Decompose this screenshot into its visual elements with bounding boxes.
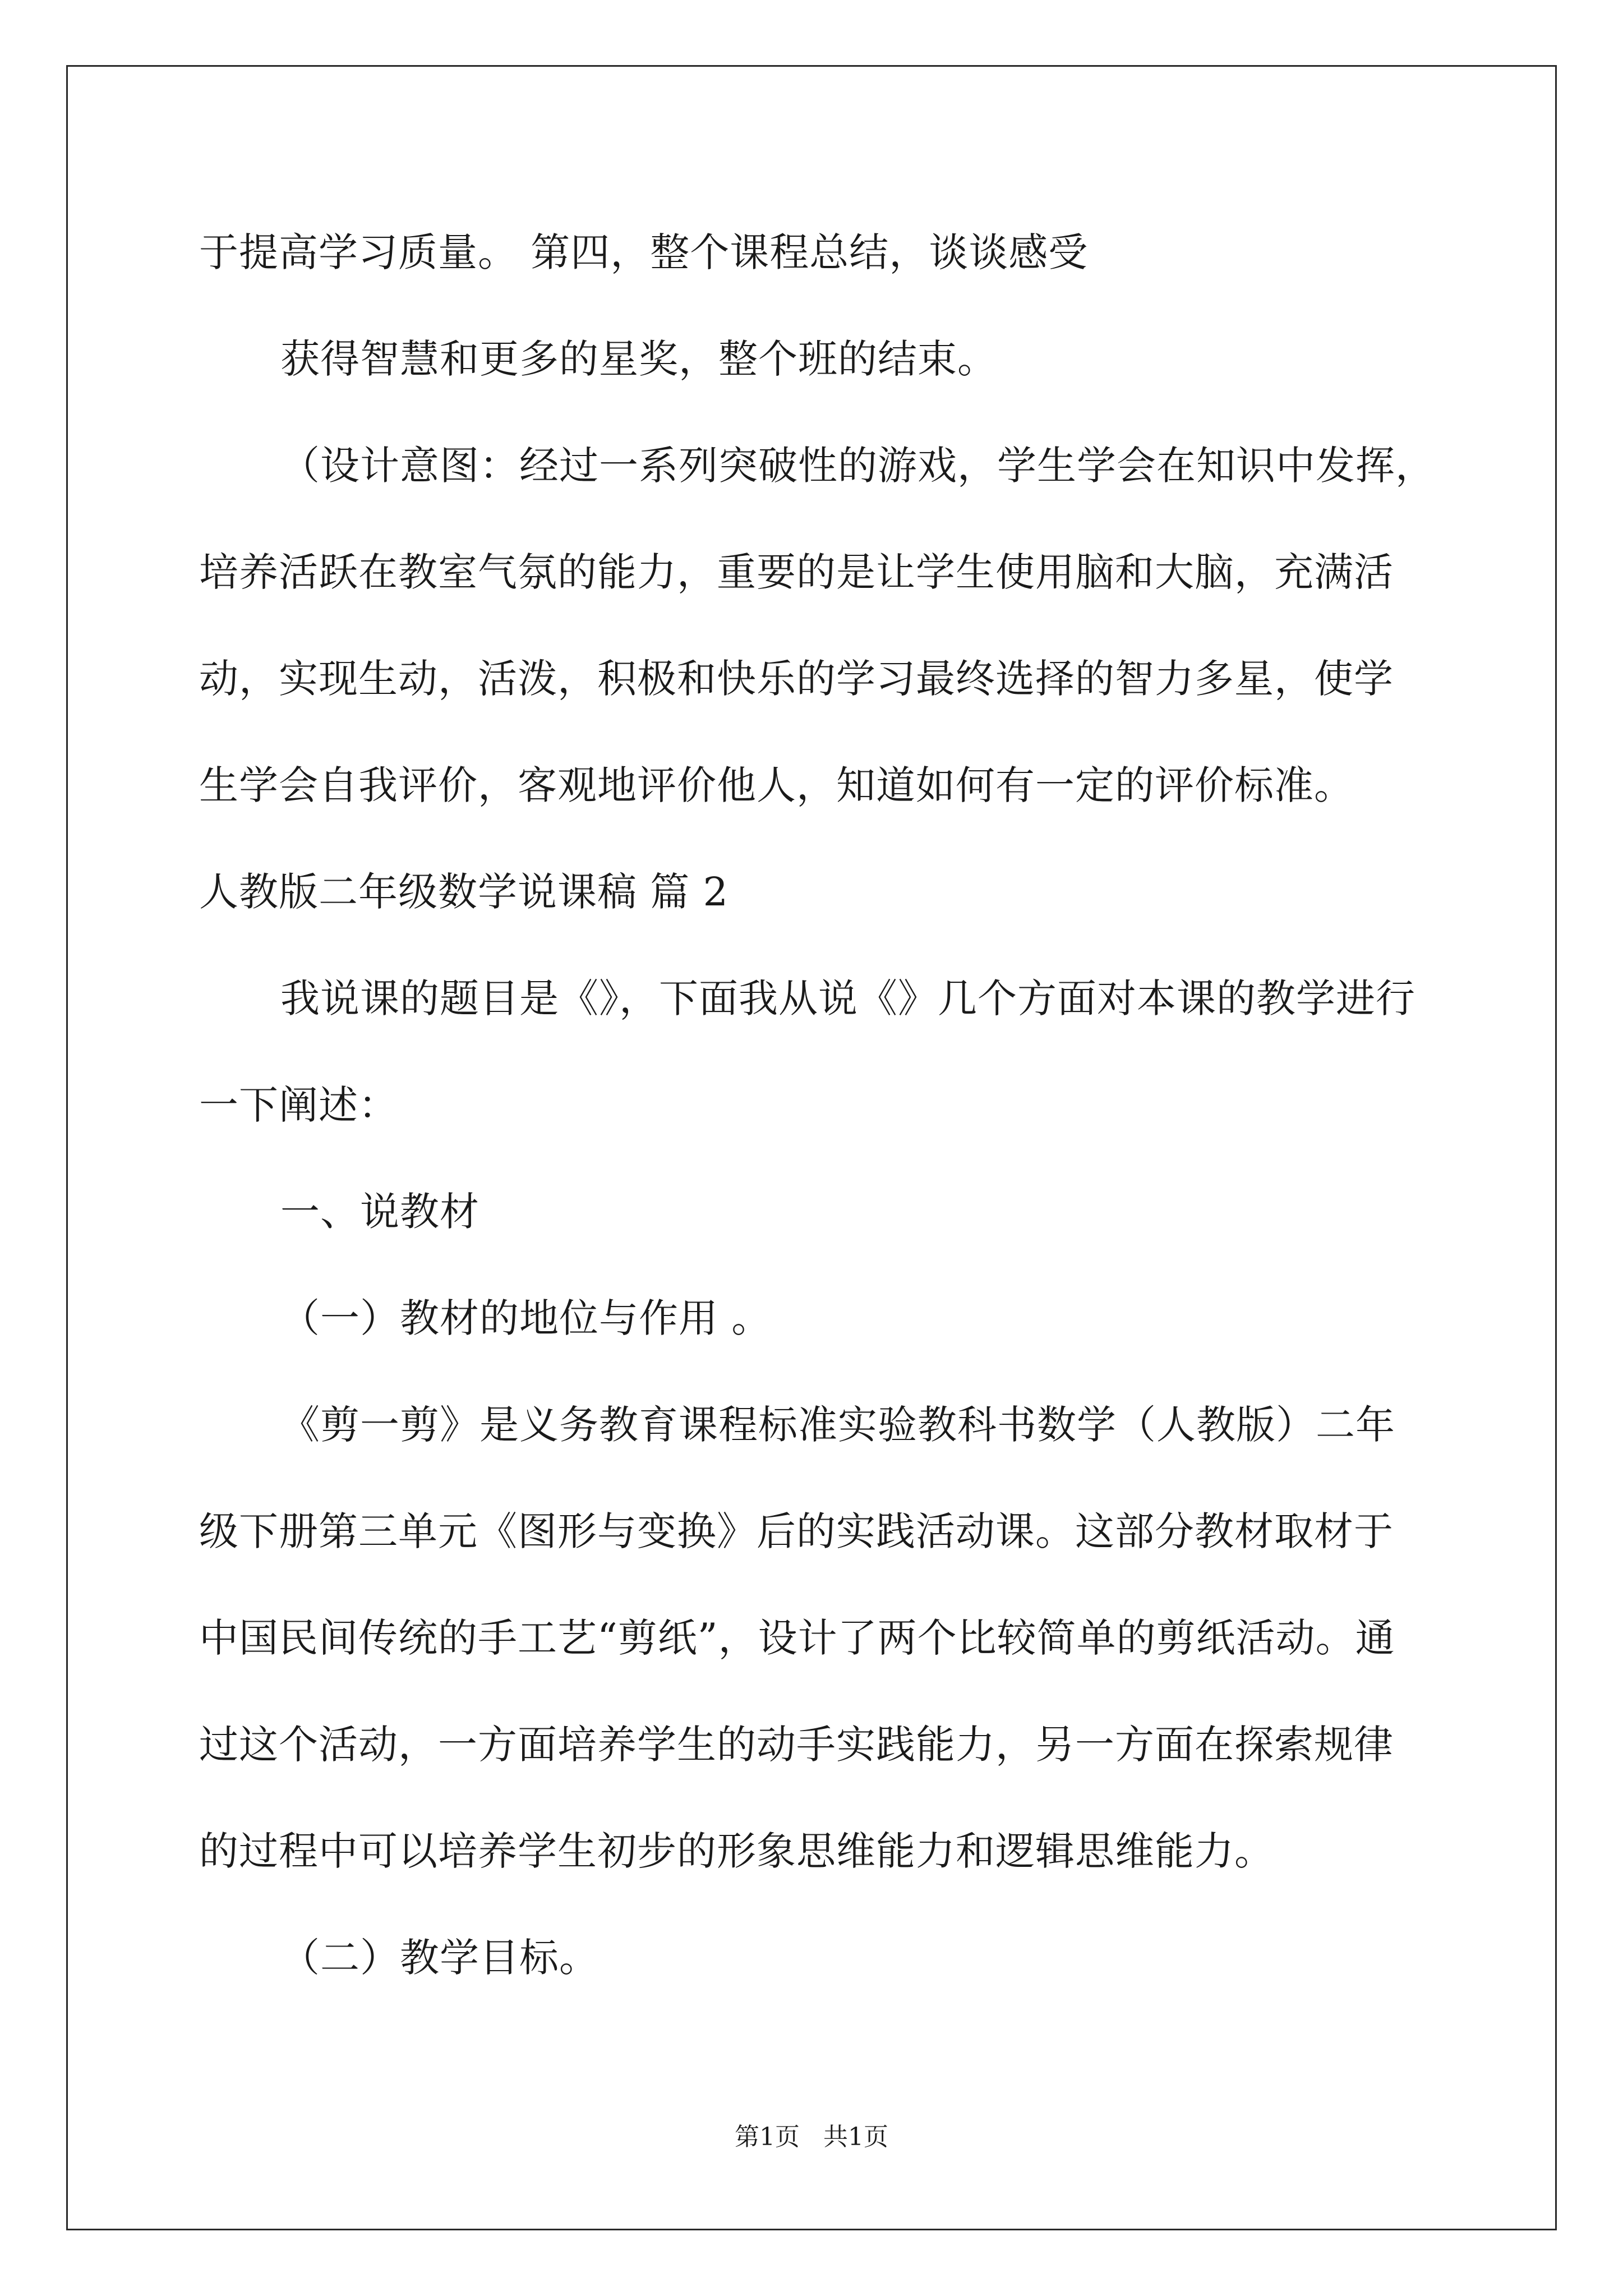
paragraph-line: 于提高学习质量。 第四，整个课程总结，谈谈感受 bbox=[199, 229, 1089, 275]
paragraph-line: 一下阐述： bbox=[199, 1082, 398, 1128]
page-number-footer: 第1页 共1页 bbox=[735, 2123, 888, 2151]
subheading: 一、说教材 bbox=[280, 1189, 479, 1235]
paragraph-line: 生学会自我评价，客观地评价他人，知道如何有一定的评价标准。 bbox=[199, 762, 1354, 808]
paragraph-line: 动，实现生动，活泼，积极和快乐的学习最终选择的智力多星，使学 bbox=[199, 656, 1394, 702]
paragraph-line: 级下册第三单元《图形与变换》后的实践活动课。这部分教材取材于 bbox=[199, 1508, 1394, 1554]
paragraph-line: 《剪一剪》是义务教育课程标准实验教科书数学（人教版）二年 bbox=[280, 1402, 1395, 1448]
paragraph-line: （设计意图：经过一系列突破性的游戏，学生学会在知识中发挥， bbox=[280, 443, 1435, 489]
paragraph-line: 过这个活动，一方面培养学生的动手实践能力，另一方面在探索规律 bbox=[199, 1722, 1394, 1768]
paragraph-line: 我说课的题目是《》，下面我从说《》几个方面对本课的教学进行 bbox=[280, 976, 1415, 1022]
subheading: （二）教学目标。 bbox=[280, 1935, 599, 1981]
section-heading: 人教版二年级数学说课稿 篇 2 bbox=[199, 869, 729, 915]
paragraph-line: 培养活跃在教室气氛的能力，重要的是让学生使用脑和大脑，充满活 bbox=[199, 549, 1394, 595]
paragraph-line: 中国民间传统的手工艺“剪纸”，设计了两个比较简单的剪纸活动。通 bbox=[199, 1615, 1395, 1661]
subheading: （一）教材的地位与作用 。 bbox=[280, 1295, 772, 1341]
paragraph-line: 的过程中可以培养学生初步的形象思维能力和逻辑思维能力。 bbox=[199, 1828, 1274, 1874]
paragraph-line: 获得智慧和更多的星奖，整个班的结束。 bbox=[280, 336, 997, 382]
page-border bbox=[66, 65, 1557, 2230]
